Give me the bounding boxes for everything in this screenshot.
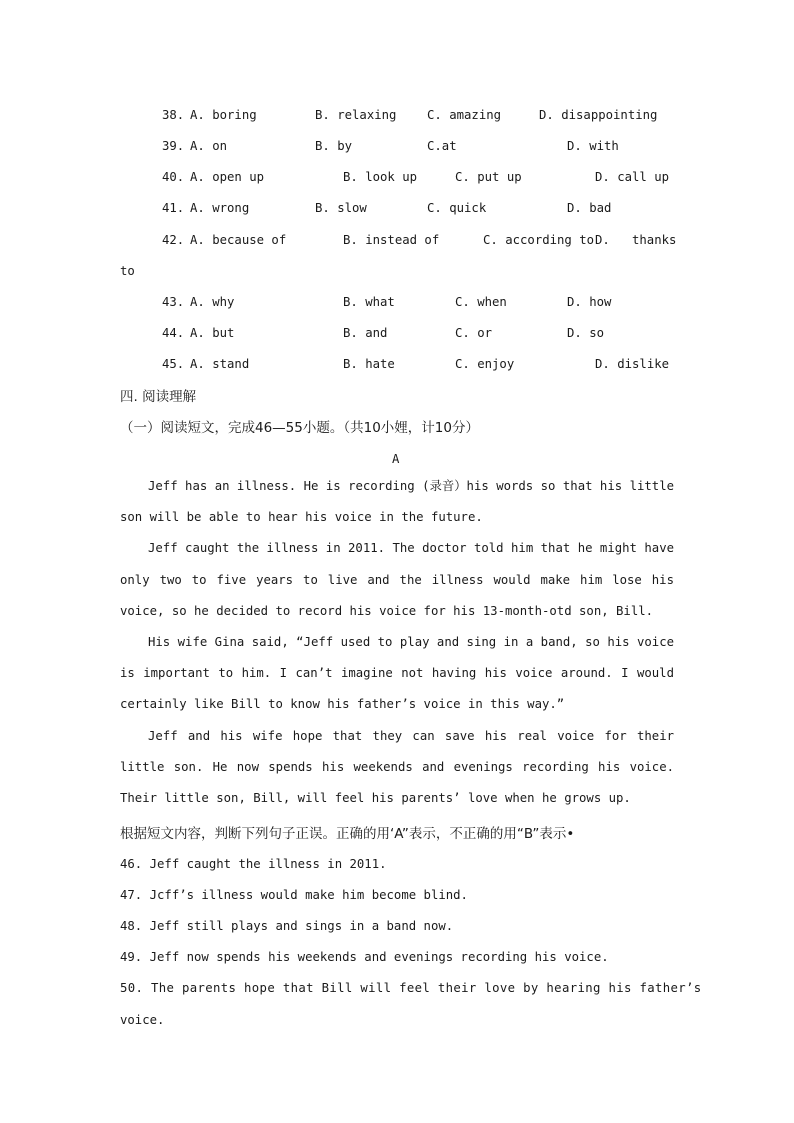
option-d: D. dislike xyxy=(595,357,670,371)
question-item: 46. Jeff caught the illness in 2011. xyxy=(120,857,387,871)
option-c: C. according to xyxy=(483,233,595,247)
option-c: C. or xyxy=(455,326,493,340)
passage-label: A xyxy=(392,452,400,466)
option-b: B. and xyxy=(343,326,388,340)
option-c: C.at xyxy=(427,139,457,153)
passage xyxy=(120,471,674,814)
option-b: B. what xyxy=(343,295,395,309)
option-a: A. but xyxy=(190,326,235,340)
question-item-wrap: voice. xyxy=(120,1013,165,1027)
option-b: B. by xyxy=(315,139,353,153)
question-item: 50. The parents hope that Bill will feel their love by hearing his father’s xyxy=(120,981,702,995)
option-d-wrap: to xyxy=(120,264,135,278)
section-title: 四. 阅读理解 xyxy=(120,389,197,405)
question-number: 40. xyxy=(162,170,185,184)
option-a: A. open up xyxy=(190,170,265,184)
option-a: A. on xyxy=(190,139,228,153)
option-a: A. why xyxy=(190,295,235,309)
option-c: C. amazing xyxy=(427,108,502,122)
option-d: D. how xyxy=(567,295,612,309)
option-d-text: thanks xyxy=(632,233,677,247)
option-d: D. with xyxy=(567,139,619,153)
option-c: C. quick xyxy=(427,201,487,215)
question-number: 44. xyxy=(162,326,185,340)
option-d: D. xyxy=(595,233,610,247)
option-d: D. call up xyxy=(595,170,670,184)
question-item: 47. Jcff’s illness would make him become blind. xyxy=(120,888,468,902)
option-b: B. look up xyxy=(343,170,418,184)
question-number: 42. xyxy=(162,233,185,247)
option-c: C. enjoy xyxy=(455,357,515,371)
paragraph: Jeff has an illness. He is recording (录音）his words so that his little son will be able to hear his voice in the future. xyxy=(120,479,674,525)
question-number: 43. xyxy=(162,295,185,309)
paragraph: His wife Gina said, “Jeff used to play and sing in a band, so his voice is important to him. I can’t imagine not having his voice around. I would certainly like Bill to know his father’s voice in this way.” xyxy=(120,635,674,712)
option-a: A. because of xyxy=(190,233,287,247)
question-item: 48. Jeff still plays and sings in a band now. xyxy=(120,919,454,933)
question-number: 39. xyxy=(162,139,185,153)
option-d: D. disappointing xyxy=(539,108,658,122)
option-c: C. when xyxy=(455,295,507,309)
option-b: B. relaxing xyxy=(315,108,397,122)
option-b: B. instead of xyxy=(343,233,440,247)
question-number: 38. xyxy=(162,108,185,122)
question-item: 49. Jeff now spends his weekends and evenings recording his voice. xyxy=(120,950,609,964)
instruction: 根据短文内容，判断下列句子正误。正确的用‘A”表示，不正确的用“B”表示• xyxy=(120,826,575,842)
question-number: 45. xyxy=(162,357,185,371)
option-a: A. boring xyxy=(190,108,257,122)
option-b: B. slow xyxy=(315,201,367,215)
paragraph: Jeff and his wife hope that they can save his real voice for their little son. He now spends his weekends and evenings recording his voice. Their little son, Bill, will feel his parents’ love when he grows up. xyxy=(120,728,674,806)
question-number: 41. xyxy=(162,201,185,215)
option-b: B. hate xyxy=(343,357,395,371)
option-a: A. wrong xyxy=(190,201,250,215)
section-subtitle: （一）阅读短文，完成46—55小题。（共10小娌，计10分） xyxy=(120,420,479,436)
option-d: D. bad xyxy=(567,201,612,215)
option-a: A. stand xyxy=(190,357,250,371)
option-c: C. put up xyxy=(455,170,522,184)
option-d: D. so xyxy=(567,326,605,340)
paragraph: Jeff caught the illness in 2011. The doctor told him that he might have only two to five years to live and the illness would make him lose his voice, so he decided to record his voice for his 13-month-otd son, Bill. xyxy=(120,541,674,618)
